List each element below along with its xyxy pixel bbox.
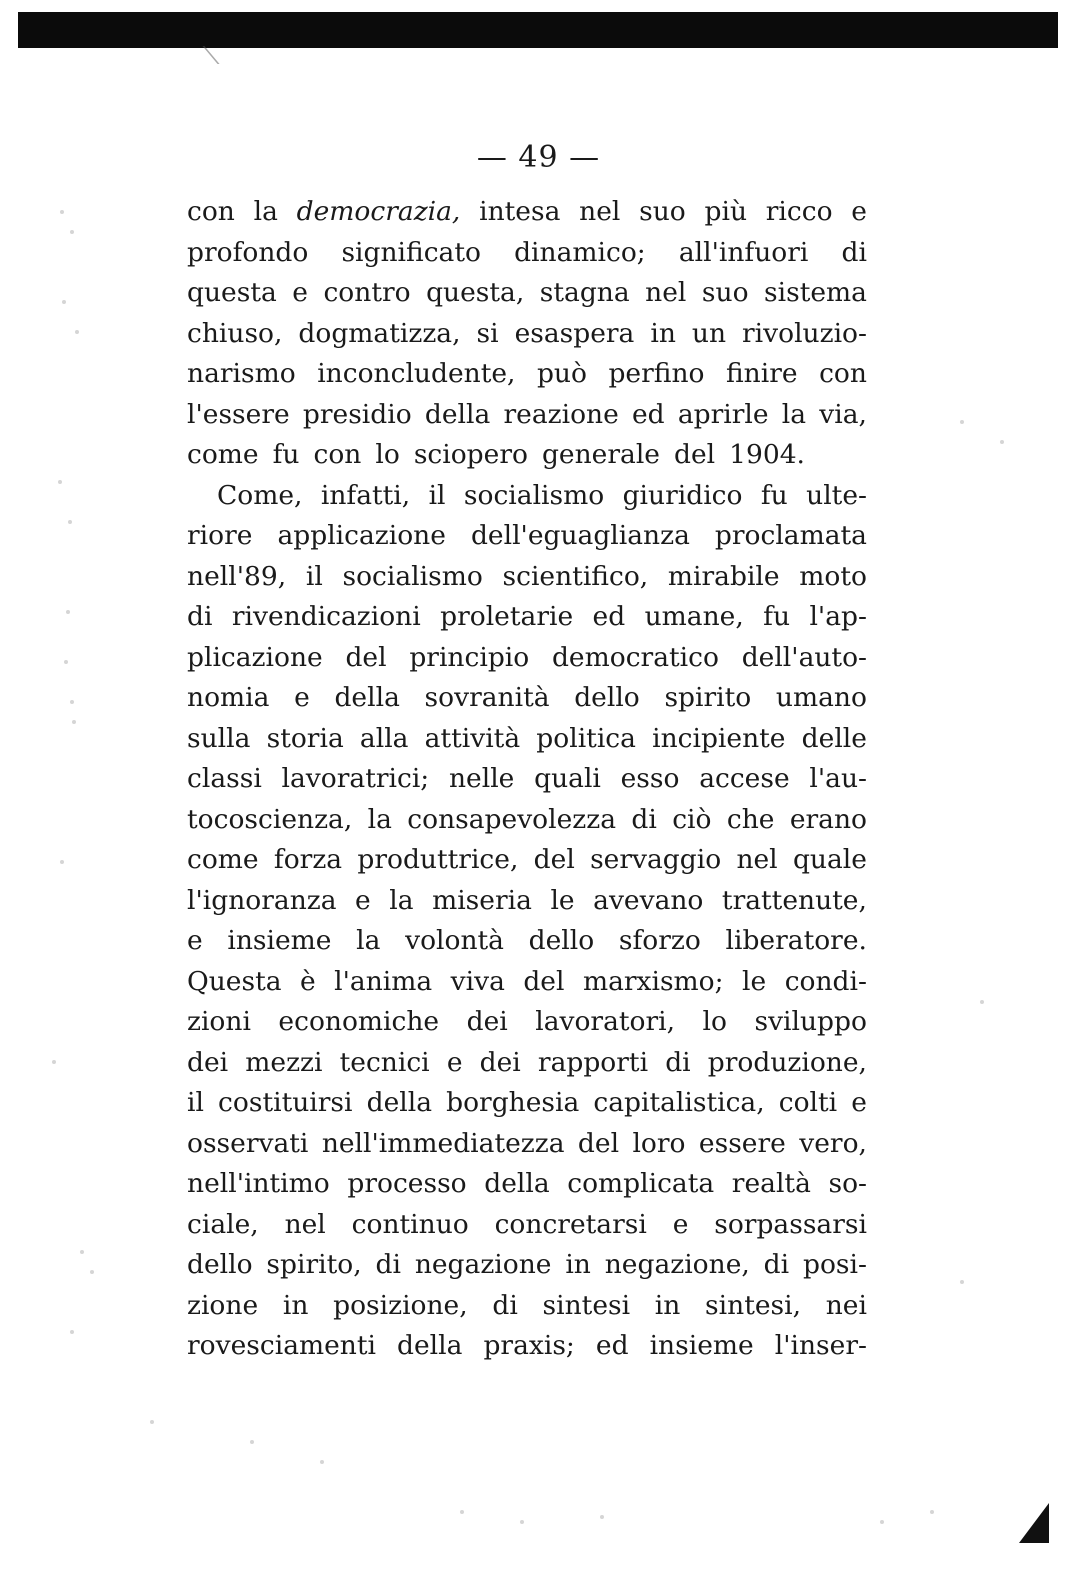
word: storia: [266, 722, 344, 754]
word: rapporti: [537, 1046, 649, 1078]
word: vero,: [799, 1127, 867, 1159]
word: e: [851, 1087, 867, 1118]
word: nel: [736, 844, 778, 875]
word: e: [851, 196, 867, 227]
word: moto: [799, 560, 867, 592]
scan-top-border: [18, 12, 1058, 48]
word: accese: [699, 763, 790, 794]
word: lo: [702, 1006, 727, 1037]
text-line: [187, 233, 867, 274]
word: nell'intimo: [187, 1168, 330, 1199]
word: la: [356, 925, 381, 956]
word: intesa: [479, 196, 561, 227]
word: costituirsi: [218, 1087, 353, 1118]
word: ed: [592, 601, 626, 632]
word: contro: [323, 277, 411, 308]
word: proclamata: [714, 520, 867, 551]
scan-speckle: [60, 210, 64, 214]
word: più: [704, 196, 748, 227]
word: nei: [825, 1289, 867, 1321]
word: che: [726, 803, 775, 835]
word: e: [292, 277, 308, 308]
text-line: [187, 557, 867, 598]
word: stagna: [539, 277, 630, 308]
word: riore: [187, 520, 253, 551]
word: significato: [341, 236, 481, 268]
word: della: [366, 1087, 433, 1118]
word: socialismo: [463, 479, 605, 511]
word: nelle: [448, 763, 515, 794]
word: forza: [273, 844, 343, 875]
text-line: [187, 1043, 867, 1084]
text-line: [187, 1002, 867, 1043]
word: attività: [424, 722, 521, 754]
word: profondo: [187, 236, 309, 268]
word: sulla: [187, 722, 251, 754]
scan-speckle: [70, 230, 74, 234]
word: loro: [632, 1127, 686, 1159]
word: ed: [632, 398, 665, 430]
text-line: [187, 840, 867, 881]
word: ed: [595, 1330, 629, 1361]
scan-speckle: [930, 1510, 934, 1514]
word: scientifico,: [502, 560, 649, 592]
text-line: [187, 881, 867, 922]
word: produzione,: [707, 1046, 867, 1078]
word: sviluppo: [754, 1006, 867, 1037]
text-line: [187, 1326, 867, 1367]
word: sforzo: [618, 925, 701, 956]
text-line: [187, 1124, 867, 1165]
scan-speckle: [58, 480, 62, 484]
word: nomia: [187, 682, 270, 713]
word: viva: [450, 965, 505, 997]
word: nell'89,: [187, 560, 287, 592]
word: come: [187, 439, 259, 470]
scan-speckle: [880, 1520, 884, 1524]
word: fu: [760, 479, 788, 511]
text-line: [187, 1083, 867, 1124]
word: processo: [347, 1168, 467, 1199]
scan-speckle: [64, 660, 68, 664]
word: finire: [725, 358, 798, 389]
word: questa: [187, 277, 277, 308]
word: rivoluzio-: [742, 317, 867, 349]
word: delle: [801, 722, 867, 754]
word: erano: [789, 803, 867, 835]
text-line: [187, 597, 867, 638]
word: un: [691, 317, 727, 349]
word: di: [763, 1249, 790, 1280]
word: del: [673, 439, 716, 470]
text-line: [187, 759, 867, 800]
word: dello: [574, 682, 640, 713]
word: insieme: [649, 1330, 754, 1361]
word: negazione: [414, 1249, 552, 1280]
scan-speckle: [70, 1330, 74, 1334]
word: il: [187, 1087, 204, 1118]
word: dinamico;: [514, 236, 646, 268]
word: principio: [409, 641, 530, 673]
word: e: [446, 1046, 463, 1078]
word: con: [819, 358, 867, 389]
word: rivendicazioni: [231, 601, 421, 632]
word: infatti,: [320, 479, 411, 511]
word: del: [577, 1127, 620, 1159]
word: negazione,: [604, 1249, 750, 1280]
word: dei: [466, 1006, 508, 1037]
word: con: [187, 196, 235, 227]
word: si: [476, 317, 499, 349]
word: il: [305, 560, 323, 592]
word: lavoratori,: [535, 1006, 676, 1037]
word: tecnici: [339, 1046, 430, 1078]
word: della: [397, 1330, 463, 1361]
word: complicata: [567, 1168, 715, 1199]
body-text: [187, 192, 867, 1367]
word: fu: [272, 439, 300, 470]
word: sintesi: [542, 1289, 631, 1321]
word: condi-: [784, 965, 867, 997]
word: e: [355, 884, 371, 916]
word: capitalistica,: [593, 1087, 765, 1118]
scan-speckle: [90, 1270, 94, 1274]
word: applicazione: [277, 520, 446, 551]
scan-speckle: [72, 720, 76, 724]
word: consapevolezza: [407, 803, 616, 835]
scan-speckle: [52, 1060, 56, 1064]
scan-speckle: [320, 1460, 324, 1464]
word: mirabile: [667, 560, 780, 592]
word: socialismo: [342, 560, 483, 592]
word: della: [424, 398, 491, 430]
word: la: [389, 884, 414, 916]
word: in: [565, 1249, 591, 1280]
word: incipiente: [652, 722, 786, 754]
word: di: [665, 1046, 691, 1078]
word: l'ignoranza: [187, 884, 337, 916]
scan-smudge: [202, 46, 279, 64]
text-line: [187, 719, 867, 760]
word: quali: [534, 763, 601, 794]
word: esaspera: [514, 317, 635, 349]
word: in: [282, 1289, 309, 1321]
word: dell'auto-: [741, 641, 867, 673]
word: praxis;: [483, 1330, 575, 1361]
word: mezzi: [245, 1046, 323, 1078]
word: zioni: [187, 1006, 251, 1037]
word: ulte-: [806, 479, 867, 511]
word: servaggio: [590, 844, 722, 875]
word: so-: [828, 1168, 867, 1199]
word: l'au-: [809, 763, 867, 794]
word: trattenute,: [721, 884, 867, 916]
text-line: [187, 1245, 867, 1286]
word: umane,: [644, 601, 744, 632]
word: il: [428, 479, 446, 511]
word: avevano: [593, 884, 704, 916]
text-line: [187, 192, 867, 233]
word: quale: [792, 844, 867, 875]
word: miseria: [432, 884, 532, 916]
word: suo: [701, 277, 749, 308]
word: sciopero: [413, 439, 528, 470]
word: la: [253, 196, 278, 227]
scan-speckle: [80, 1250, 84, 1254]
word: chiuso,: [187, 317, 283, 349]
scan-speckle: [60, 860, 64, 864]
word: dogmatizza,: [298, 317, 461, 349]
word: in: [654, 1289, 681, 1321]
text-line: [187, 962, 867, 1003]
word: marxismo;: [582, 965, 724, 997]
word: e: [187, 925, 203, 956]
word: presidio: [302, 398, 412, 430]
scan-speckle: [70, 700, 74, 704]
word: perfino: [608, 358, 705, 389]
word: del: [523, 965, 565, 997]
scan-speckle: [960, 1280, 964, 1284]
scan-speckle: [1000, 440, 1004, 444]
text-line: [187, 1286, 867, 1327]
word: le: [742, 965, 767, 997]
word: dello: [187, 1249, 253, 1280]
word: nell'immediatezza: [321, 1127, 565, 1159]
word: alla: [359, 722, 409, 754]
word: tocoscienza,: [187, 803, 353, 835]
word: giuridico: [622, 479, 743, 511]
text-line: [187, 354, 867, 395]
word: dei: [479, 1046, 521, 1078]
word: e: [672, 1208, 689, 1240]
word: realtà: [731, 1168, 811, 1199]
word: nel: [284, 1208, 326, 1240]
text-line: [187, 273, 867, 314]
word: di: [187, 601, 213, 632]
text-line: [187, 435, 867, 476]
word: sovranità: [424, 682, 550, 713]
word: di: [631, 803, 657, 835]
word: zione: [187, 1289, 259, 1321]
word: dei: [187, 1046, 229, 1078]
word: la: [367, 803, 392, 835]
scan-speckle: [150, 1420, 154, 1424]
word: proletarie: [440, 601, 574, 632]
word: Questa: [187, 965, 282, 997]
scan-speckle: [460, 1510, 464, 1514]
word: Come,: [217, 479, 303, 511]
word: la: [781, 398, 807, 430]
scan-speckle: [960, 420, 964, 424]
word: nel: [579, 196, 621, 227]
word: dell'eguaglianza: [470, 520, 690, 551]
text-line: [187, 1164, 867, 1205]
word: della: [334, 682, 400, 713]
word: all'infuori: [678, 236, 809, 268]
text-line: [187, 921, 867, 962]
word: aprirle: [677, 398, 769, 430]
word: via,: [819, 398, 867, 430]
word: concretarsi: [494, 1208, 647, 1240]
word: dello: [528, 925, 595, 956]
word: di: [841, 236, 867, 268]
word: narismo: [187, 358, 296, 389]
word: economiche: [278, 1006, 440, 1037]
scan-speckle: [68, 520, 72, 524]
text-line: [187, 800, 867, 841]
word: l'ap-: [809, 601, 867, 632]
word: suo: [639, 196, 686, 227]
word: ciale,: [187, 1208, 259, 1240]
text-line: [187, 1205, 867, 1246]
scan-speckle: [62, 300, 66, 304]
text-line: [187, 678, 867, 719]
scan-corner-mark: [1019, 1503, 1049, 1543]
scan-speckle: [75, 330, 79, 334]
word: ricco: [765, 196, 833, 227]
word: può: [536, 358, 587, 389]
text-line: [187, 638, 867, 679]
word: liberatore.: [725, 925, 867, 956]
word: fu: [763, 601, 791, 632]
word: borghesia: [446, 1087, 580, 1118]
word: posi-: [802, 1249, 867, 1280]
word: 1904.: [729, 439, 805, 470]
word: del: [345, 641, 387, 673]
word: continuo: [351, 1208, 469, 1240]
text-line: [187, 476, 867, 517]
word: ciò: [672, 803, 712, 835]
word: l'inser-: [774, 1330, 867, 1361]
word: come: [187, 844, 259, 875]
word: nel: [645, 277, 687, 308]
word: colti: [778, 1087, 838, 1118]
word: plicazione: [187, 641, 323, 673]
word: l'anima: [334, 965, 433, 997]
word: del: [533, 844, 575, 875]
word: della: [484, 1168, 550, 1199]
scan-speckle: [980, 1000, 984, 1004]
word: politica: [536, 722, 636, 754]
word: inconcludente,: [317, 358, 516, 389]
word: le: [550, 884, 575, 916]
word: spirito,: [266, 1249, 362, 1280]
word: umano: [775, 682, 867, 713]
word: volontà: [405, 925, 504, 956]
page-number: — 49 —: [476, 140, 601, 175]
text-line: [187, 516, 867, 557]
word: lavoratrici;: [281, 763, 430, 794]
word: sistema: [764, 277, 867, 308]
word: di: [492, 1289, 518, 1321]
word: sorpassarsi: [714, 1208, 867, 1240]
word: spirito: [664, 682, 752, 713]
text-line: [187, 314, 867, 355]
word: generale: [541, 439, 660, 470]
text-line: [187, 395, 867, 436]
word: essere: [698, 1127, 786, 1159]
word: in: [650, 317, 676, 349]
word: l'essere: [187, 398, 290, 430]
word: esso: [620, 763, 680, 794]
word: sintesi,: [705, 1289, 802, 1321]
word: osservati: [187, 1127, 309, 1159]
word: e: [294, 682, 310, 713]
word: con: [313, 439, 362, 470]
word: classi: [187, 763, 262, 794]
scan-speckle: [600, 1515, 604, 1519]
word: democratico: [551, 641, 719, 673]
word: insieme: [227, 925, 332, 956]
word: di: [375, 1249, 401, 1280]
word: rovesciamenti: [187, 1330, 376, 1361]
scan-speckle: [250, 1440, 254, 1444]
word: è: [300, 965, 316, 997]
word: lo: [375, 439, 400, 470]
word: reazione: [503, 398, 619, 430]
scan-speckle: [520, 1520, 524, 1524]
word: produttrice,: [357, 844, 519, 875]
word: posizione,: [333, 1289, 468, 1321]
word: democrazia,: [296, 196, 461, 227]
scan-speckle: [66, 610, 70, 614]
word: questa,: [426, 277, 525, 308]
